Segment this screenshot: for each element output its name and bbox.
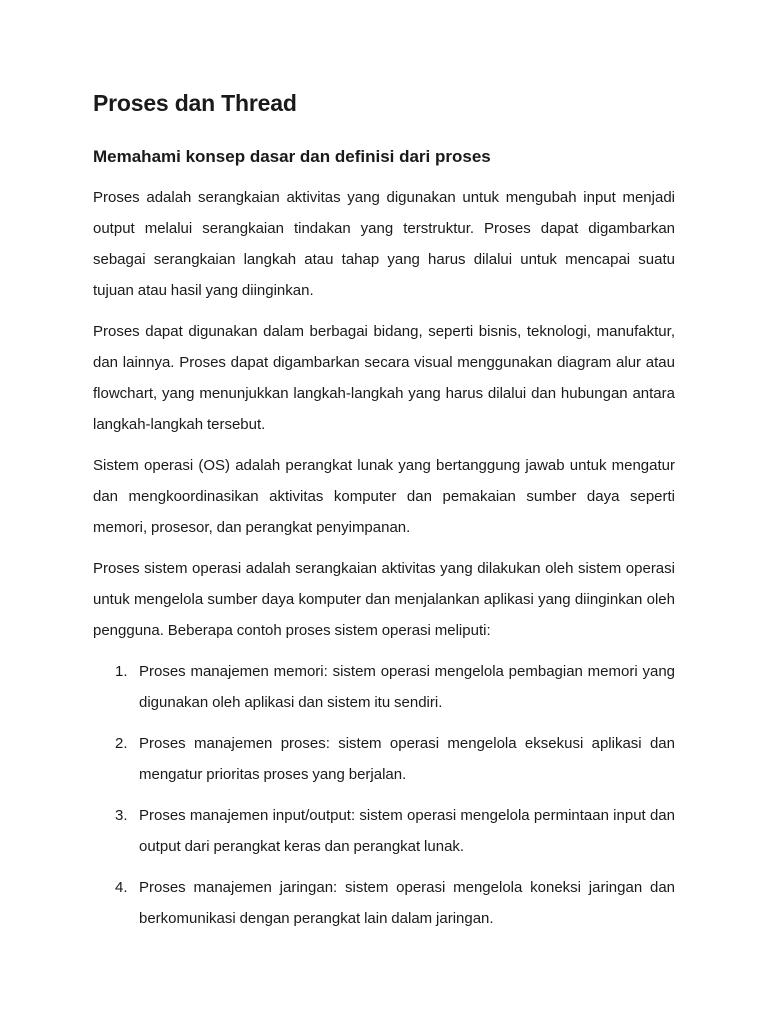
list-item-text: Proses manajemen proses: sistem operasi mengelola eksekusi aplikasi dan mengatur prioritas proses yang berjalan. [139,735,675,783]
section-heading: Memahami konsep dasar dan definisi dari proses [93,147,491,166]
list-item-text: Proses manajemen memori: sistem operasi mengelola pembagian memori yang digunakan oleh aplikasi dan sistem itu sendiri. [139,663,675,711]
list-item-number: 4. [115,879,128,896]
document-page [93,86,675,944]
list-item [93,728,675,790]
list-item [93,800,675,862]
list-item-text: Proses manajemen input/output: sistem operasi mengelola permintaan input dan output dari perangkat keras dan perangkat lunak. [139,807,675,855]
list-item-number: 3. [115,807,128,824]
paragraph: Sistem operasi (OS) adalah perangkat lunak yang bertanggung jawab untuk mengatur dan mengkoordinasikan aktivitas komputer dan pemakaian sumber daya seperti memori, prosesor, dan perangkat penyimpanan. [93,457,675,536]
list-item-number: 2. [115,735,128,752]
list-item [93,656,675,718]
list-item-text: Proses manajemen jaringan: sistem operasi mengelola koneksi jaringan dan berkomunikasi dengan perangkat lain dalam jaringan. [139,879,675,927]
paragraph: Proses adalah serangkaian aktivitas yang digunakan untuk mengubah input menjadi output melalui serangkaian tindakan yang terstruktur. Proses dapat digambarkan sebagai serangkaian langkah atau tahap yang harus dilalui untuk mencapai suatu tujuan atau hasil yang diinginkan. [93,189,675,299]
list-item [93,872,675,934]
list-item-number: 1. [115,663,128,680]
paragraph: Proses dapat digunakan dalam berbagai bidang, seperti bisnis, teknologi, manufaktur, dan lainnya. Proses dapat digambarkan secara visual menggunakan diagram alur atau flowchart, yang menunjukkan langkah-langkah yang harus dilalui dan hubungan antara langkah-langkah tersebut. [93,323,675,433]
document-title: Proses dan Thread [93,90,297,116]
paragraph: Proses sistem operasi adalah serangkaian aktivitas yang dilakukan oleh sistem operasi untuk mengelola sumber daya komputer dan menjalankan aplikasi yang diinginkan oleh pengguna. Beberapa contoh proses sistem operasi meliputi: [93,560,675,639]
numbered-list [93,656,675,934]
